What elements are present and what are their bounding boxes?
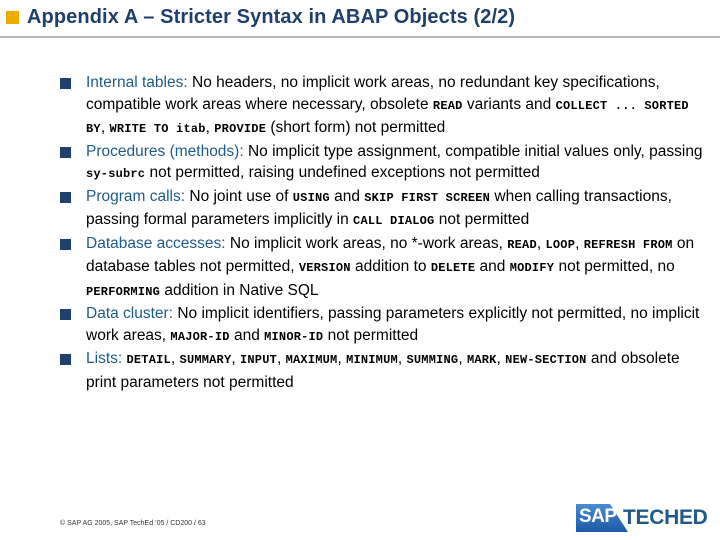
bullet-label: Internal tables:: [86, 74, 188, 91]
bullet-item: [60, 303, 710, 348]
bullet-text: No implicit work areas, no *-work areas,: [225, 234, 508, 252]
bullet-square-icon: [60, 309, 71, 320]
teched-logo-text: TECHED: [623, 506, 708, 529]
bullet-item: [60, 233, 710, 304]
bullet-text: ,: [458, 350, 467, 367]
bullet-label: Lists:: [86, 350, 123, 367]
code-keyword: MINIMUM: [346, 353, 398, 367]
bullet-label: Program calls:: [86, 187, 186, 205]
bullet-square-icon: [60, 354, 71, 365]
bullet-square-icon: [60, 147, 71, 158]
bullet-text: on database tables not permitted,: [86, 234, 695, 275]
bullet-text: ,: [337, 350, 347, 367]
bullet-text: ,: [277, 350, 286, 367]
code-keyword: DETAIL: [126, 353, 171, 367]
code-keyword: PERFORMING: [86, 284, 161, 299]
bullet-text: (short form) not permitted: [266, 119, 446, 136]
code-keyword: READ: [507, 237, 537, 252]
title-square-icon: [6, 11, 19, 24]
sap-logo-text: SAP: [579, 506, 617, 527]
code-keyword: DELETE: [430, 261, 476, 275]
code-keyword: READ: [432, 98, 463, 113]
bullet-label: Database accesses:: [86, 234, 226, 252]
bullet-text: and obsolete print parameters not permitted: [86, 350, 680, 391]
bullet-text: ,: [536, 234, 546, 252]
bullet-text: ,: [170, 350, 180, 367]
code-keyword: SKIP FIRST SCREEN: [364, 190, 491, 205]
bullet-text: ,: [205, 119, 215, 136]
bullet-text: ,: [496, 350, 506, 367]
bullet-text: No implicit type assignment, compatible initial values only, passing: [243, 142, 703, 160]
bullet-text: addition to: [350, 258, 431, 275]
code-keyword: SUMMING: [406, 353, 459, 367]
bullet-text: and: [475, 258, 510, 275]
code-keyword: LOOP: [545, 237, 576, 252]
bullet-list: [60, 72, 710, 393]
bullet-text: No implicit identifiers, passing parameters explicitly not permitted, no implicit work areas,: [86, 305, 700, 344]
code-keyword: WRITE TO itab: [109, 122, 206, 136]
code-keyword: NEW-SECTION: [505, 353, 587, 367]
code-keyword: SUMMARY: [179, 353, 232, 367]
bullet-label: Procedures (methods):: [86, 142, 244, 160]
bullet-item: [60, 141, 710, 186]
bullet-text: ,: [575, 234, 584, 252]
bullet-text: not permitted: [323, 326, 419, 344]
bullet-square-icon: [60, 78, 71, 89]
code-keyword: COLLECT ... SORTED BY: [86, 98, 689, 136]
bullet-square-icon: [60, 192, 71, 203]
bullet-text: addition in Native SQL: [160, 281, 319, 299]
bullet-label: Data cluster:: [86, 305, 174, 322]
bullet-text: not permitted: [434, 211, 530, 228]
sap-teched-logo: [576, 504, 716, 532]
code-keyword: USING: [292, 190, 330, 205]
bullet-text: when calling transactions, passing formal parameters implicitly in: [86, 187, 672, 228]
bullet-text: ,: [397, 350, 407, 367]
bullet-text: ,: [231, 350, 240, 367]
copyright-text: © SAP AG 2005, SAP TechEd ’05 / CD200 / 63: [60, 520, 206, 527]
code-keyword: INPUT: [239, 353, 277, 367]
code-keyword: PROVIDE: [214, 122, 267, 136]
bullet-text: No headers, no implicit work areas, no redundant key specifications, compatible work areas where necessary, obsolete: [86, 74, 660, 113]
code-keyword: VERSION: [298, 261, 351, 275]
code-keyword: MODIFY: [509, 261, 555, 275]
bullet-text: not permitted, raising undefined exceptions not permitted: [145, 164, 540, 181]
code-keyword: REFRESH FROM: [583, 237, 673, 252]
code-keyword: sy-subrc: [86, 167, 146, 181]
bullet-text: No joint use of: [185, 187, 293, 205]
title-bar: [0, 0, 720, 50]
bullet-text: and: [329, 187, 365, 205]
bullet-text: ,: [100, 119, 110, 136]
slide-title: Appendix A – Stricter Syntax in ABAP Objects (2/2): [27, 6, 516, 28]
code-keyword: CALL DIALOG: [353, 214, 435, 228]
bullet-item: [60, 348, 710, 393]
bullet-text: not permitted, no: [554, 258, 675, 275]
title-divider: [0, 36, 720, 38]
code-keyword: MARK: [466, 353, 497, 367]
bullet-text: and: [229, 326, 265, 344]
bullet-item: [60, 72, 710, 141]
code-keyword: MAJOR-ID: [170, 329, 230, 344]
code-keyword: MAXIMUM: [285, 353, 338, 367]
code-keyword: MINOR-ID: [264, 329, 324, 344]
bullet-square-icon: [60, 239, 71, 250]
bullet-text: variants and: [462, 95, 556, 113]
bullet-item: [60, 186, 710, 233]
